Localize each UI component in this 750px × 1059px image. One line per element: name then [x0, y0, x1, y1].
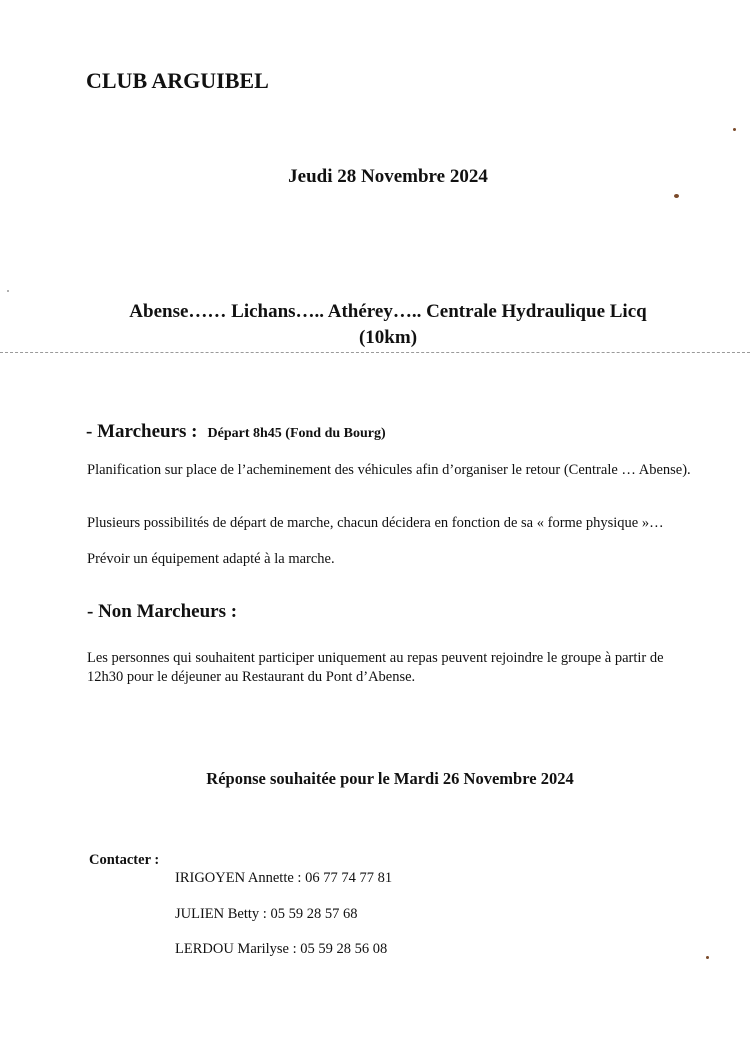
scan-speck — [7, 290, 9, 292]
walkers-departure: Départ 8h45 (Fond du Bourg) — [207, 426, 386, 441]
section-divider — [0, 352, 750, 353]
walkers-paragraph: Plusieurs possibilités de départ de marche, chacun décidera en fonction de sa « forme physique »… — [87, 515, 664, 531]
route-stops: Abense…… Lichans….. Athérey….. Centrale Hydraulique Licq — [129, 301, 647, 322]
walkers-heading — [86, 421, 386, 443]
club-title: CLUB ARGUIBEL — [86, 68, 269, 93]
response-deadline: Réponse souhaitée pour le Mardi 26 Novembre 2024 — [206, 769, 574, 788]
route-heading — [60, 299, 716, 351]
non-walkers-paragraph: Les personnes qui souhaitent participer uniquement au repas peuvent rejoindre le groupe à partir de 12h30 pour le déjeuner au Restaurant du Pont d’Abense. — [87, 650, 664, 685]
scan-speck — [733, 128, 736, 131]
walkers-heading-label: - Marcheurs : — [86, 421, 198, 442]
event-date: Jeudi 28 Novembre 2024 — [288, 166, 488, 187]
walkers-paragraph: Planification sur place de l’acheminement des véhicules afin d’organiser le retour (Centrale … Abense). — [87, 462, 691, 478]
walkers-paragraph: Prévoir un équipement adapté à la marche. — [87, 551, 335, 567]
contact-entry: JULIEN Betty : 05 59 28 57 68 — [175, 906, 358, 922]
scan-speck — [706, 956, 709, 959]
non-walkers-heading: - Non Marcheurs : — [87, 601, 238, 622]
contact-label: Contacter : — [89, 852, 160, 868]
contact-entry: IRIGOYEN Annette : 06 77 74 77 81 — [175, 870, 393, 886]
route-distance: (10km) — [358, 327, 418, 348]
contact-entry: LERDOU Marilyse : 05 59 28 56 08 — [175, 941, 388, 957]
scan-speck — [674, 194, 679, 198]
